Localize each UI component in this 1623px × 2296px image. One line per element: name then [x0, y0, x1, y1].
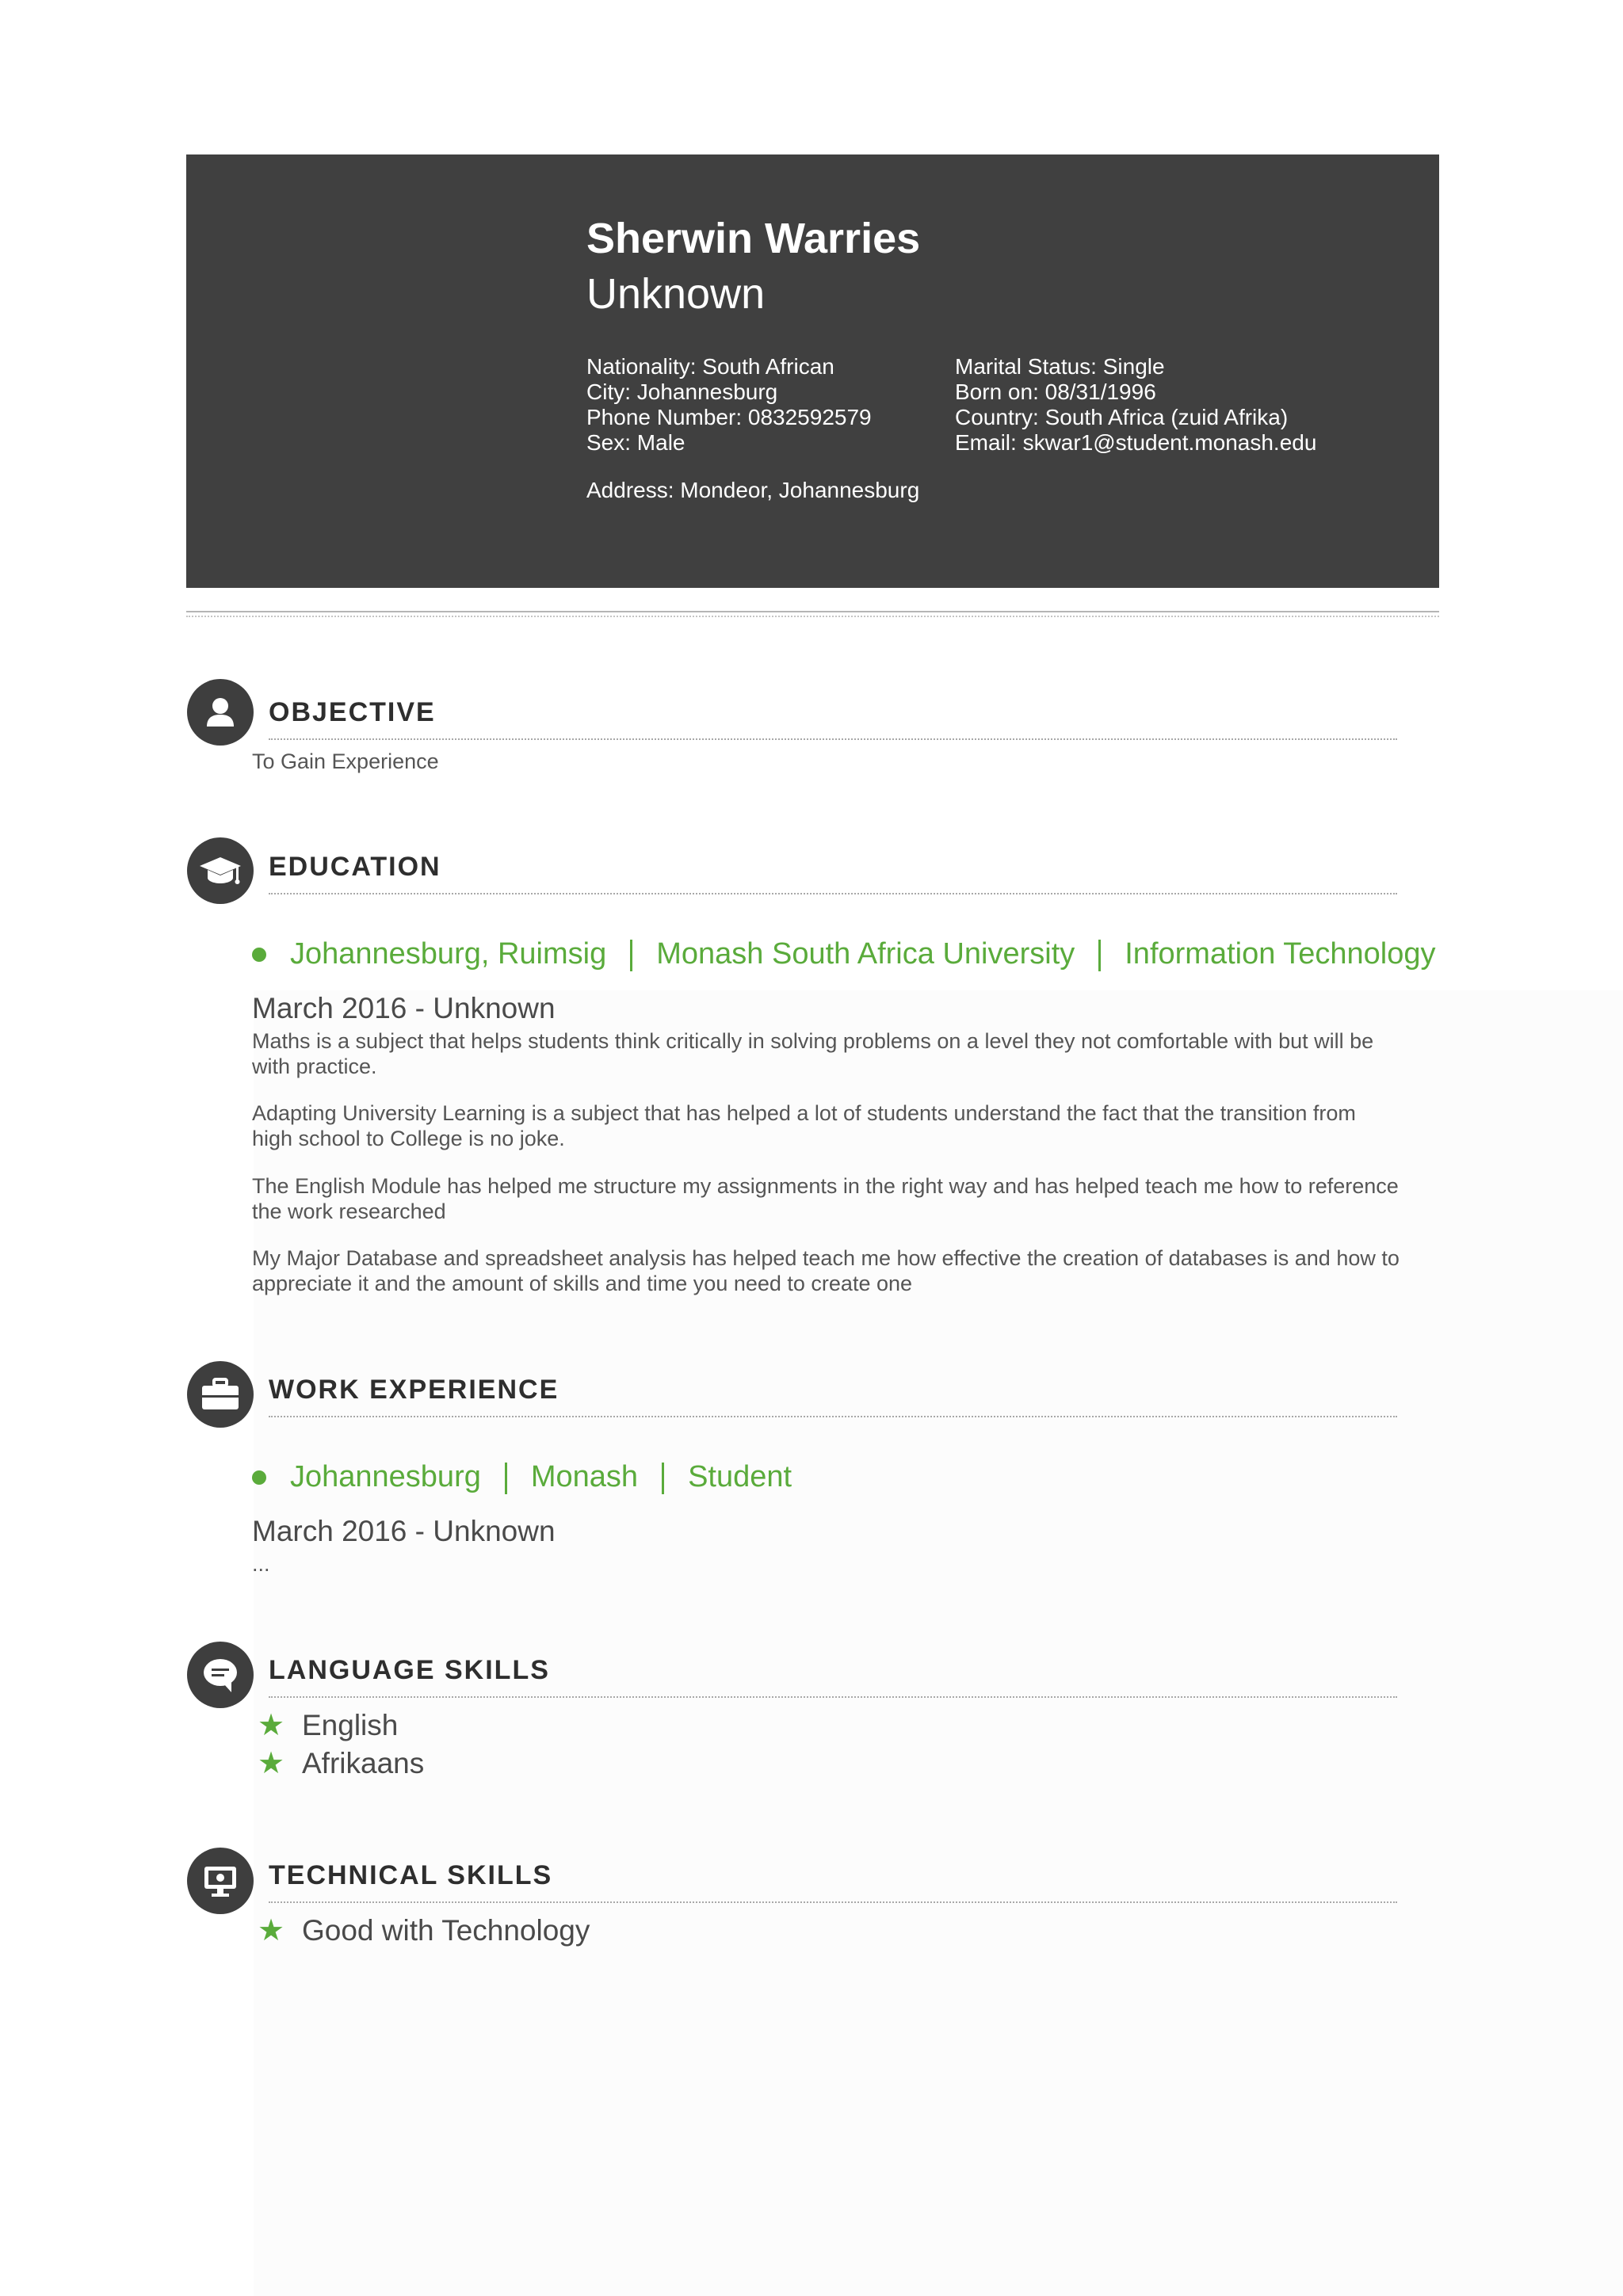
monitor-icon	[187, 1848, 254, 1914]
work-company: Monash	[530, 1460, 639, 1493]
sex: Sex: Male	[586, 430, 685, 455]
education-paragraph: The English Module has helped me structure my assignments in the right way and has helped teach me how to reference the work researched	[252, 1174, 1399, 1223]
star-icon: ★	[258, 1709, 285, 1742]
work-dates: March 2016 - Unknown	[252, 1515, 556, 1547]
divider	[505, 1463, 507, 1494]
education-paragraph: My Major Database and spreadsheet analysis has helped teach me how effective the creation of databases is and how to appreciate it and the amount of skills and time you need to create one	[252, 1246, 1400, 1295]
objective-text: To Gain Experience	[252, 749, 439, 773]
work-summary	[252, 1460, 792, 1494]
language-name: English	[302, 1708, 399, 1741]
language-item	[258, 1707, 398, 1743]
education-dates: March 2016 - Unknown	[252, 992, 556, 1024]
person-icon	[187, 679, 254, 746]
email: Email: skwar1@student.monash.edu	[955, 430, 1317, 455]
education-paragraph: Adapting University Learning is a subject that has helped a lot of students understand the fact that the transition from high school to College is no joke.	[252, 1101, 1356, 1150]
bullet-dot	[252, 1470, 266, 1485]
technical-item	[258, 1913, 590, 1948]
divider	[662, 1463, 664, 1494]
birth-date: Born on: 08/31/1996	[955, 379, 1156, 404]
divider	[1098, 940, 1101, 971]
address: Address: Mondeor, Johannesburg	[586, 478, 920, 502]
city: City: Johannesburg	[586, 379, 778, 404]
star-icon: ★	[258, 1914, 285, 1947]
education-paragraph: Maths is a subject that helps students think critically in solving problems on a level they not comfortable with but will be with practice.	[252, 1029, 1374, 1078]
star-icon: ★	[258, 1747, 285, 1780]
marital-status: Marital Status: Single	[955, 354, 1165, 379]
nationality: Nationality: South African	[586, 354, 834, 379]
bullet-dot	[252, 948, 266, 962]
language-rule	[269, 1696, 1397, 1698]
phone-number: Phone Number: 0832592579	[586, 405, 872, 429]
education-field: Information Technology	[1125, 937, 1436, 971]
job-title: Unknown	[586, 270, 766, 318]
full-name: Sherwin Warries	[586, 215, 921, 262]
language-heading: LANGUAGE SKILLS	[269, 1655, 550, 1685]
education-heading: EDUCATION	[269, 852, 441, 882]
education-location: Johannesburg, Ruimsig	[290, 937, 607, 971]
profile-header	[186, 154, 1439, 588]
work-heading: WORK EXPERIENCE	[269, 1375, 559, 1405]
divider	[630, 940, 632, 971]
personal-details-left	[586, 354, 872, 456]
objective-heading: OBJECTIVE	[269, 697, 436, 727]
technical-rule	[269, 1901, 1397, 1903]
technical-heading: TECHNICAL SKILLS	[269, 1860, 553, 1890]
education-rule	[269, 893, 1397, 894]
work-role: Student	[688, 1460, 792, 1493]
work-rule	[269, 1416, 1397, 1417]
country: Country: South Africa (zuid Afrika)	[955, 405, 1289, 429]
work-location: Johannesburg	[290, 1460, 481, 1493]
education-summary	[252, 937, 1435, 971]
header-divider	[186, 611, 1439, 617]
work-description: ...	[252, 1552, 270, 1576]
personal-details-right	[955, 354, 1316, 456]
technical-skill: Good with Technology	[302, 1913, 590, 1947]
briefcase-icon	[187, 1361, 254, 1428]
education-institution: Monash South Africa University	[656, 937, 1075, 971]
language-item	[258, 1745, 424, 1781]
speech-bubble-icon	[187, 1642, 254, 1708]
objective-rule	[269, 738, 1397, 740]
graduation-cap-icon	[187, 837, 254, 904]
language-name: Afrikaans	[302, 1746, 425, 1779]
